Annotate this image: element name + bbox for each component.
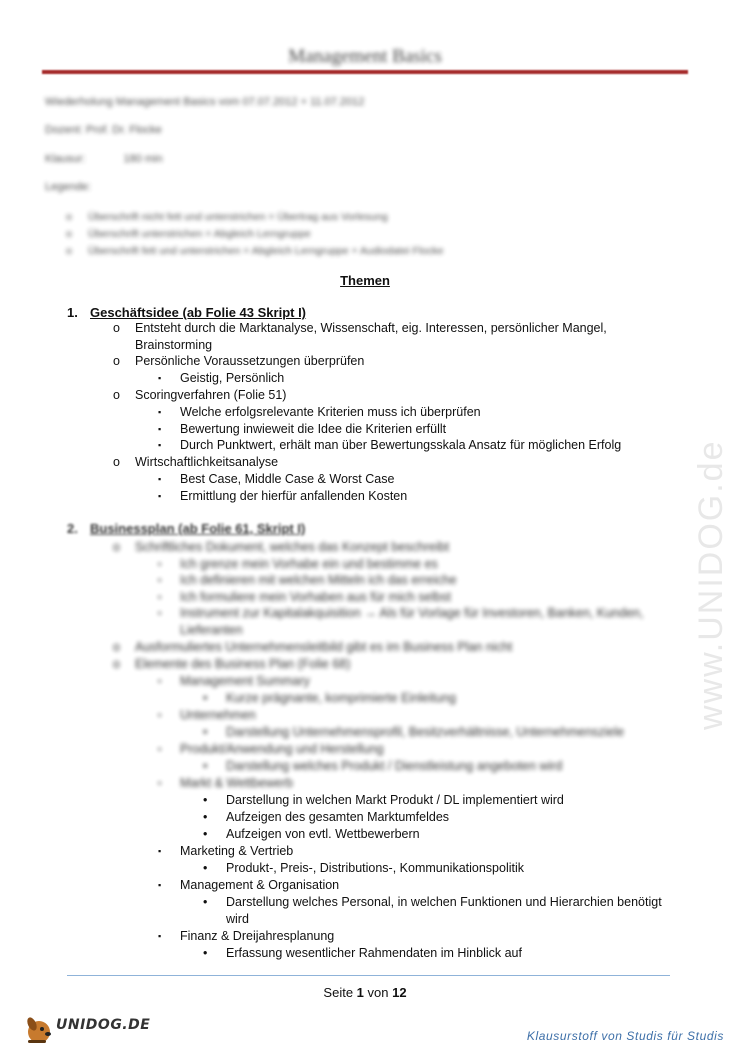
list-item: • Darstellung in welchen Markt Produkt / DL implementiert wird <box>203 793 564 807</box>
watermark <box>690 280 730 730</box>
list-item: ▪ Ich formuliere mein Vorhaben aus für mich selbst <box>158 590 451 604</box>
topic-title: Geschäftsidee (ab Folie 43 Skript I) <box>90 305 307 320</box>
list-item: ▪ Instrument zur Kapitalakquisition → Als für Vorlage für Investoren, Banken, Kunden, Lieferanten <box>158 606 644 637</box>
topic-heading: 2. Businessplan (ab Folie 61, Skript I) <box>67 521 306 536</box>
list-item: o Entsteht durch die Marktanalyse, Wissenschaft, eig. Interessen, persönlicher Mangel, Brainstorming <box>113 321 607 352</box>
list-item: o Scoringverfahren (Folie 51) <box>113 388 287 402</box>
list-item: o Schriftliches Dokument, welches das Konzept beschreibt <box>113 540 450 554</box>
list-item: ▪ Best Case, Middle Case & Worst Case <box>158 472 395 486</box>
list-item: • Aufzeigen von evtl. Wettbewerbern <box>203 827 420 841</box>
list-item: • Darstellung Unternehmensprofil, Besitzverhältnisse, Unternehmensziele <box>203 725 625 739</box>
list-item: • Produkt-, Preis-, Distributions-, Kommunikationspolitik <box>203 861 525 875</box>
list-item: ▪ Ich definieren mit welchen Mitteln ich das erreiche <box>158 573 457 587</box>
list-item: • Kurze prägnante, komprimierte Einleitung <box>203 691 456 705</box>
list-item: ▪ Management Summary <box>158 674 310 688</box>
logo-text: UNIDOG.DE <box>56 1017 151 1033</box>
title-rule <box>42 70 688 74</box>
footer-rule <box>67 975 670 976</box>
list-item: ▪ Markt & Wettbewerb <box>158 776 294 790</box>
list-item: ▪ Geistig, Persönlich <box>158 371 285 385</box>
meta-line-lecturer: Dozent: Prof. Dr. Flocke <box>45 124 162 136</box>
list-item: o Elemente des Business Plan (Folie 68) <box>113 657 351 671</box>
legend-item: o Überschrift unterstrichen = Abgleich Lerngruppe <box>66 228 311 240</box>
exam-label: Klausur: <box>45 153 86 165</box>
watermark-text: www.UNIDOG.de <box>692 439 730 730</box>
list-item: • Darstellung welches Produkt / Dienstleistung angeboten wird <box>203 759 563 773</box>
meta-line-dates: Wiederholung Management Basics vom 07.07.2012 + 11.07.2012 <box>45 96 365 108</box>
list-item: ▪ Finanz & Dreijahresplanung <box>158 929 335 943</box>
list-item: ▪ Ich grenze mein Vorhabe ein und bestimme es <box>158 557 438 571</box>
legend-item: o Überschrift nicht fett und unterstrichen = Übertrag aus Vorlesung <box>66 211 388 223</box>
page-number: Seite 1 von 12 <box>323 985 407 1000</box>
list-item: o Persönliche Voraussetzungen überprüfen <box>113 354 365 368</box>
list-item: • Darstellung welches Personal, in welchen Funktionen und Hierarchien benötigt wird <box>203 895 662 926</box>
list-item: ▪ Durch Punktwert, erhält man über Bewertungsskala Ansatz für möglichen Erfolg <box>158 438 622 452</box>
list-item: ▪ Produkt/Anwendung und Herstellung <box>158 742 384 756</box>
page-title: Management Basics <box>288 46 442 67</box>
meta-line-exam <box>45 153 163 165</box>
legend-item: o Überschrift fett und unterstrichen = Abgleich Lerngruppe + Audiodatei Flocke <box>66 245 444 257</box>
list-item: • Aufzeigen des gesamten Marktumfeldes <box>203 810 450 824</box>
legend-label: Legende: <box>45 181 91 193</box>
list-item: ▪ Marketing & Vertrieb <box>158 844 294 858</box>
topic-heading: 1. Geschäftsidee (ab Folie 43 Skript I) <box>67 305 307 320</box>
list-item: o Wirtschaftlichkeitsanalyse <box>113 455 279 469</box>
footer-slogan: Klausurstoff von Studis für Studis <box>526 1029 724 1043</box>
list-item: • Erfassung wesentlicher Rahmendaten im Hinblick auf <box>203 946 522 960</box>
list-item: ▪ Ermittlung der hierfür anfallenden Kosten <box>158 489 408 503</box>
topic-title: Businessplan (ab Folie 61, Skript I) <box>90 521 306 536</box>
list-item: ▪ Welche erfolgsrelevante Kriterien muss ich überprüfen <box>158 405 481 419</box>
list-item: ▪ Bewertung inwieweit die Idee die Kriterien erfüllt <box>158 422 447 436</box>
section-title: Themen <box>340 273 390 288</box>
list-item: ▪ Management & Organisation <box>158 878 340 892</box>
list-item: ▪ Unternehmen <box>158 708 256 722</box>
list-item: o Ausformuliertes Unternehmensleitbild gibt es im Business Plan nicht <box>113 640 513 654</box>
exam-duration: 180 min <box>123 153 163 165</box>
